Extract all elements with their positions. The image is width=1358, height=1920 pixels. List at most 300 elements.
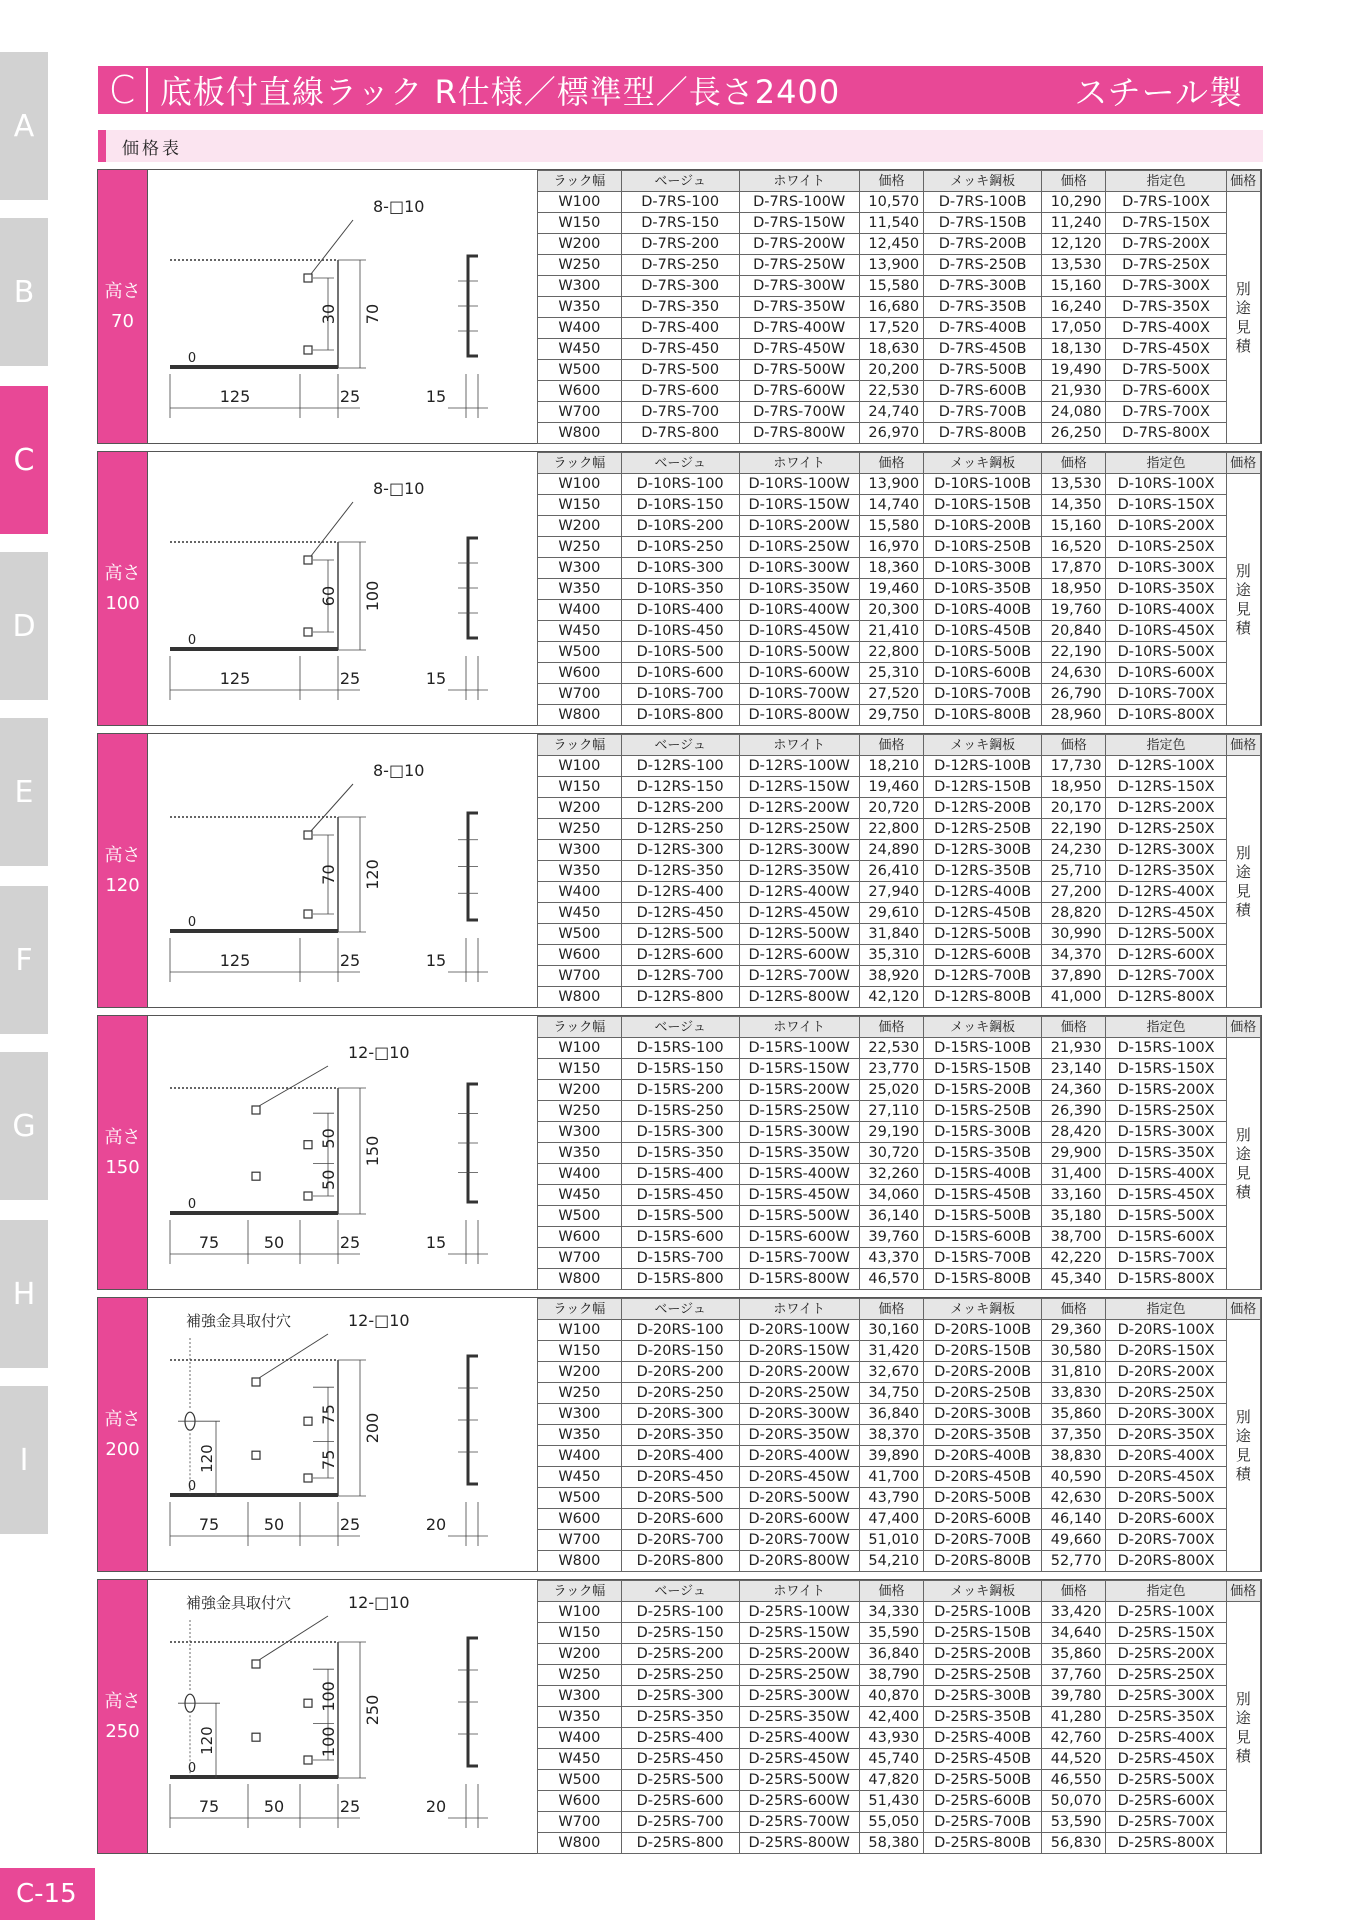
price-cell: 22,800	[859, 642, 923, 663]
plated-model-cell: D-10RS-100B	[924, 474, 1042, 495]
rack-dimension-diagram	[147, 1016, 538, 1289]
white-model-cell: D-12RS-350W	[739, 861, 859, 882]
plated-price-cell: 37,350	[1042, 1425, 1106, 1446]
plated-price-cell: 16,520	[1042, 537, 1106, 558]
rack-width-cell: W150	[538, 495, 622, 516]
column-header: ベージュ	[621, 1299, 739, 1320]
table-row	[538, 819, 1261, 840]
note-text: 別途見積	[1235, 843, 1251, 919]
white-model-cell: D-10RS-600W	[739, 663, 859, 684]
table-row	[538, 1728, 1261, 1749]
column-header: メッキ鋼板	[924, 735, 1042, 756]
custom-color-model-cell: D-7RS-700X	[1106, 402, 1226, 423]
page-title: 底板付直線ラック R仕様／標準型／長さ2400	[160, 73, 841, 111]
table-row	[538, 1812, 1261, 1833]
rack-width-cell: W150	[538, 777, 622, 798]
plated-model-cell: D-15RS-150B	[924, 1059, 1042, 1080]
white-model-cell: D-10RS-300W	[739, 558, 859, 579]
rack-width-cell: W400	[538, 1728, 622, 1749]
plated-model-cell: D-15RS-250B	[924, 1101, 1042, 1122]
plated-price-cell: 31,400	[1042, 1164, 1106, 1185]
height-label-value: 100	[105, 592, 140, 614]
beige-model-cell: D-15RS-600	[621, 1227, 739, 1248]
table-row	[538, 705, 1261, 726]
dimension-side-width: 20	[425, 1797, 447, 1816]
price-cell: 47,820	[859, 1770, 923, 1791]
beige-model-cell: D-25RS-700	[621, 1812, 739, 1833]
mount-hole	[304, 274, 312, 282]
table-row	[538, 1488, 1261, 1509]
rack-dimension-diagram	[147, 1580, 538, 1853]
white-model-cell: D-15RS-150W	[739, 1059, 859, 1080]
column-header: 価格	[1042, 453, 1106, 474]
table-row	[538, 1206, 1261, 1227]
rack-width-cell: W350	[538, 1143, 622, 1164]
rack-width-cell: W250	[538, 1383, 622, 1404]
price-cell: 18,210	[859, 756, 923, 777]
price-table-heading	[98, 130, 1263, 162]
plated-price-cell: 24,360	[1042, 1080, 1106, 1101]
price-cell: 22,800	[859, 819, 923, 840]
column-header: ベージュ	[621, 453, 739, 474]
column-header: 価格	[859, 1581, 923, 1602]
price-cell: 27,940	[859, 882, 923, 903]
beige-model-cell: D-12RS-450	[621, 903, 739, 924]
table-row	[538, 663, 1261, 684]
custom-color-model-cell: D-15RS-150X	[1106, 1059, 1226, 1080]
plated-price-cell: 22,190	[1042, 819, 1106, 840]
beige-model-cell: D-25RS-250	[621, 1665, 739, 1686]
mount-hole	[304, 1192, 312, 1200]
plated-model-cell: D-20RS-400B	[924, 1446, 1042, 1467]
custom-color-model-cell: D-20RS-150X	[1106, 1341, 1226, 1362]
plated-price-cell: 35,180	[1042, 1206, 1106, 1227]
dimension-height: 150	[363, 1135, 382, 1167]
heading-marker	[98, 130, 106, 162]
table-row	[538, 1686, 1261, 1707]
custom-color-model-cell: D-10RS-400X	[1106, 600, 1226, 621]
beige-model-cell: D-15RS-100	[621, 1038, 739, 1059]
beige-model-cell: D-12RS-350	[621, 861, 739, 882]
side-tab-i[interactable]: I	[0, 1386, 48, 1534]
custom-color-model-cell: D-10RS-300X	[1106, 558, 1226, 579]
price-cell: 25,310	[859, 663, 923, 684]
rack-width-cell: W800	[538, 705, 622, 726]
price-cell: 19,460	[859, 579, 923, 600]
column-header: 価格	[1226, 735, 1260, 756]
plated-price-cell: 28,960	[1042, 705, 1106, 726]
rack-width-cell: W600	[538, 945, 622, 966]
table-row	[538, 1341, 1261, 1362]
height-label-value: 150	[105, 1156, 140, 1178]
section-height-100	[97, 451, 1262, 726]
plated-model-cell: D-20RS-800B	[924, 1551, 1042, 1572]
side-tab-d[interactable]: D	[0, 552, 48, 700]
white-model-cell: D-15RS-800W	[739, 1269, 859, 1290]
beige-model-cell: D-20RS-800	[621, 1551, 739, 1572]
rack-width-cell: W100	[538, 1038, 622, 1059]
white-model-cell: D-15RS-700W	[739, 1248, 859, 1269]
rack-width-cell: W400	[538, 1446, 622, 1467]
white-model-cell: D-25RS-150W	[739, 1623, 859, 1644]
rack-dimension-diagram	[147, 1298, 538, 1571]
beige-model-cell: D-12RS-500	[621, 924, 739, 945]
beige-model-cell: D-15RS-150	[621, 1059, 739, 1080]
price-cell: 40,870	[859, 1686, 923, 1707]
white-model-cell: D-12RS-250W	[739, 819, 859, 840]
column-header: 価格	[1042, 1299, 1106, 1320]
table-row	[538, 756, 1261, 777]
price-cell: 54,210	[859, 1551, 923, 1572]
plated-model-cell: D-7RS-300B	[924, 276, 1042, 297]
price-cell: 29,610	[859, 903, 923, 924]
height-label-value: 200	[105, 1438, 140, 1460]
table-header-row	[538, 453, 1261, 474]
rack-width-cell: W350	[538, 579, 622, 600]
column-header: 価格	[859, 453, 923, 474]
height-label	[98, 170, 147, 443]
beige-model-cell: D-20RS-500	[621, 1488, 739, 1509]
plated-model-cell: D-10RS-800B	[924, 705, 1042, 726]
column-header: 指定色	[1106, 735, 1226, 756]
side-tab-c[interactable]: C	[0, 386, 48, 534]
white-model-cell: D-10RS-700W	[739, 684, 859, 705]
dimension-horizontal: 75	[198, 1797, 220, 1816]
white-model-cell: D-20RS-350W	[739, 1425, 859, 1446]
dimension-lower-pitch: 75	[319, 1449, 338, 1470]
height-label	[98, 452, 147, 725]
table-row	[538, 1707, 1261, 1728]
table-row	[538, 318, 1261, 339]
price-cell: 34,750	[859, 1383, 923, 1404]
price-table	[537, 1580, 1261, 1854]
plated-price-cell: 41,280	[1042, 1707, 1106, 1728]
white-model-cell: D-20RS-300W	[739, 1404, 859, 1425]
price-cell: 38,790	[859, 1665, 923, 1686]
baseline-zero-label: 0	[187, 1479, 197, 1494]
custom-color-model-cell: D-10RS-600X	[1106, 663, 1226, 684]
mount-hole	[304, 1417, 312, 1425]
table-row	[538, 1143, 1261, 1164]
beige-model-cell: D-20RS-300	[621, 1404, 739, 1425]
white-model-cell: D-7RS-350W	[739, 297, 859, 318]
rack-width-cell: W150	[538, 213, 622, 234]
mount-hole	[304, 346, 312, 354]
plated-model-cell: D-10RS-350B	[924, 579, 1042, 600]
white-model-cell: D-25RS-100W	[739, 1602, 859, 1623]
plated-model-cell: D-7RS-150B	[924, 213, 1042, 234]
price-cell: 35,310	[859, 945, 923, 966]
custom-color-model-cell: D-20RS-700X	[1106, 1530, 1226, 1551]
side-tab-a[interactable]: A	[0, 52, 48, 200]
plated-price-cell: 37,890	[1042, 966, 1106, 987]
height-label-text: 高さ	[104, 1408, 141, 1430]
price-table-container	[537, 1016, 1261, 1289]
plated-price-cell: 44,520	[1042, 1749, 1106, 1770]
plated-model-cell: D-15RS-300B	[924, 1122, 1042, 1143]
column-header: ラック幅	[538, 1017, 622, 1038]
height-label-value: 250	[105, 1720, 140, 1742]
custom-color-model-cell: D-7RS-350X	[1106, 297, 1226, 318]
price-cell: 22,530	[859, 1038, 923, 1059]
white-model-cell: D-20RS-450W	[739, 1467, 859, 1488]
beige-model-cell: D-10RS-400	[621, 600, 739, 621]
rack-width-cell: W350	[538, 1707, 622, 1728]
plated-model-cell: D-10RS-150B	[924, 495, 1042, 516]
rack-width-cell: W500	[538, 924, 622, 945]
plated-model-cell: D-20RS-700B	[924, 1530, 1042, 1551]
plated-price-cell: 28,420	[1042, 1122, 1106, 1143]
dimension-height: 100	[363, 580, 382, 612]
column-header: ベージュ	[621, 735, 739, 756]
plated-price-cell: 22,190	[1042, 642, 1106, 663]
rack-width-cell: W100	[538, 192, 622, 213]
rack-width-cell: W450	[538, 1467, 622, 1488]
plated-model-cell: D-25RS-600B	[924, 1791, 1042, 1812]
plated-price-cell: 30,990	[1042, 924, 1106, 945]
custom-color-model-cell: D-15RS-400X	[1106, 1164, 1226, 1185]
table-row	[538, 1770, 1261, 1791]
rack-width-cell: W700	[538, 684, 622, 705]
beige-model-cell: D-25RS-100	[621, 1602, 739, 1623]
white-model-cell: D-12RS-450W	[739, 903, 859, 924]
column-header: 価格	[1042, 735, 1106, 756]
baseline-zero-label: 0	[187, 1761, 197, 1776]
rack-width-cell: W500	[538, 642, 622, 663]
column-header: 価格	[859, 1017, 923, 1038]
reinforcement-hole-label: 補強金具取付穴	[186, 1594, 292, 1612]
table-row	[538, 1749, 1261, 1770]
plated-model-cell: D-12RS-500B	[924, 924, 1042, 945]
column-header: 価格	[859, 735, 923, 756]
white-model-cell: D-10RS-800W	[739, 705, 859, 726]
plated-model-cell: D-12RS-700B	[924, 966, 1042, 987]
price-table-title: 価格表	[122, 138, 182, 159]
column-header: 価格	[1226, 1299, 1260, 1320]
white-model-cell: D-7RS-100W	[739, 192, 859, 213]
column-header: ベージュ	[621, 1017, 739, 1038]
price-cell: 12,450	[859, 234, 923, 255]
price-cell: 15,580	[859, 276, 923, 297]
plated-model-cell: D-10RS-300B	[924, 558, 1042, 579]
column-header: 価格	[859, 171, 923, 192]
table-row	[538, 1530, 1261, 1551]
custom-color-model-cell: D-10RS-700X	[1106, 684, 1226, 705]
custom-color-model-cell: D-7RS-150X	[1106, 213, 1226, 234]
plated-price-cell: 14,350	[1042, 495, 1106, 516]
rack-width-cell: W600	[538, 1227, 622, 1248]
plated-price-cell: 24,630	[1042, 663, 1106, 684]
side-tab-e[interactable]: E	[0, 718, 48, 866]
plated-price-cell: 46,550	[1042, 1770, 1106, 1791]
mount-hole	[304, 1699, 312, 1707]
plated-model-cell: D-20RS-100B	[924, 1320, 1042, 1341]
price-cell: 32,670	[859, 1362, 923, 1383]
rack-width-cell: W700	[538, 1530, 622, 1551]
plated-price-cell: 33,830	[1042, 1383, 1106, 1404]
custom-color-model-cell: D-25RS-600X	[1106, 1791, 1226, 1812]
rack-width-cell: W700	[538, 402, 622, 423]
side-tab-f[interactable]: F	[0, 886, 48, 1034]
material-label: スチール製	[1074, 72, 1243, 112]
plated-price-cell: 34,370	[1042, 945, 1106, 966]
table-row	[538, 1227, 1261, 1248]
plated-price-cell: 26,790	[1042, 684, 1106, 705]
table-header-row	[538, 1581, 1261, 1602]
beige-model-cell: D-25RS-150	[621, 1623, 739, 1644]
plated-model-cell: D-12RS-400B	[924, 882, 1042, 903]
white-model-cell: D-7RS-150W	[739, 213, 859, 234]
custom-color-model-cell: D-15RS-350X	[1106, 1143, 1226, 1164]
plated-price-cell: 29,360	[1042, 1320, 1106, 1341]
table-row	[538, 1665, 1261, 1686]
beige-model-cell: D-20RS-250	[621, 1383, 739, 1404]
price-cell: 11,540	[859, 213, 923, 234]
plated-model-cell: D-12RS-600B	[924, 945, 1042, 966]
table-row	[538, 192, 1261, 213]
dimension-side-width: 15	[425, 387, 447, 406]
custom-color-model-cell: D-12RS-150X	[1106, 777, 1226, 798]
plated-model-cell: D-7RS-500B	[924, 360, 1042, 381]
price-cell: 17,520	[859, 318, 923, 339]
beige-model-cell: D-7RS-300	[621, 276, 739, 297]
hole-spec-label: 12-□10	[348, 1311, 410, 1330]
plated-price-cell: 31,810	[1042, 1362, 1106, 1383]
custom-color-model-cell: D-20RS-350X	[1106, 1425, 1226, 1446]
price-cell: 38,920	[859, 966, 923, 987]
white-model-cell: D-12RS-800W	[739, 987, 859, 1008]
dimension-height: 200	[363, 1412, 382, 1444]
table-row	[538, 339, 1261, 360]
side-tab-g[interactable]: G	[0, 1052, 48, 1200]
beige-model-cell: D-20RS-400	[621, 1446, 739, 1467]
beige-model-cell: D-15RS-250	[621, 1101, 739, 1122]
custom-color-price-note	[1226, 756, 1260, 1008]
rack-width-cell: W300	[538, 1404, 622, 1425]
rack-width-cell: W800	[538, 423, 622, 444]
white-model-cell: D-20RS-700W	[739, 1530, 859, 1551]
table-row	[538, 579, 1261, 600]
table-row	[538, 558, 1261, 579]
white-model-cell: D-25RS-450W	[739, 1749, 859, 1770]
plated-model-cell: D-20RS-200B	[924, 1362, 1042, 1383]
plated-model-cell: D-25RS-350B	[924, 1707, 1042, 1728]
rack-width-cell: W300	[538, 840, 622, 861]
table-row	[538, 903, 1261, 924]
rack-width-cell: W300	[538, 276, 622, 297]
plated-model-cell: D-25RS-300B	[924, 1686, 1042, 1707]
white-model-cell: D-15RS-350W	[739, 1143, 859, 1164]
rack-dimension-diagram	[147, 170, 538, 443]
price-cell: 39,890	[859, 1446, 923, 1467]
beige-model-cell: D-15RS-400	[621, 1164, 739, 1185]
white-model-cell: D-15RS-200W	[739, 1080, 859, 1101]
side-tab-h[interactable]: H	[0, 1220, 48, 1368]
plated-model-cell: D-20RS-500B	[924, 1488, 1042, 1509]
price-cell: 51,430	[859, 1791, 923, 1812]
plated-price-cell: 26,250	[1042, 423, 1106, 444]
table-row	[538, 1320, 1261, 1341]
custom-color-price-note	[1226, 1038, 1260, 1290]
section-height-120	[97, 733, 1262, 1008]
price-cell: 20,200	[859, 360, 923, 381]
plated-price-cell: 18,950	[1042, 579, 1106, 600]
column-header: 価格	[1042, 171, 1106, 192]
plated-model-cell: D-25RS-200B	[924, 1644, 1042, 1665]
side-tab-b[interactable]: B	[0, 218, 48, 366]
dimension-side-width: 15	[425, 669, 447, 688]
custom-color-model-cell: D-12RS-500X	[1106, 924, 1226, 945]
beige-model-cell: D-12RS-100	[621, 756, 739, 777]
column-header: 指定色	[1106, 171, 1226, 192]
white-model-cell: D-7RS-450W	[739, 339, 859, 360]
beige-model-cell: D-7RS-350	[621, 297, 739, 318]
mount-hole	[304, 628, 312, 636]
beige-model-cell: D-10RS-150	[621, 495, 739, 516]
height-label	[98, 734, 147, 1007]
plated-price-cell: 33,160	[1042, 1185, 1106, 1206]
plated-price-cell: 28,820	[1042, 903, 1106, 924]
dimension-horizontal: 25	[339, 1515, 361, 1534]
plated-model-cell: D-25RS-700B	[924, 1812, 1042, 1833]
white-model-cell: D-10RS-150W	[739, 495, 859, 516]
custom-color-model-cell: D-20RS-200X	[1106, 1362, 1226, 1383]
rack-width-cell: W600	[538, 1791, 622, 1812]
column-header: ホワイト	[739, 171, 859, 192]
section-height-70	[97, 169, 1262, 444]
custom-color-model-cell: D-10RS-250X	[1106, 537, 1226, 558]
beige-model-cell: D-20RS-600	[621, 1509, 739, 1530]
plated-model-cell: D-15RS-600B	[924, 1227, 1042, 1248]
white-model-cell: D-15RS-300W	[739, 1122, 859, 1143]
mount-hole	[252, 1733, 260, 1741]
dimension-horizontal: 75	[198, 1515, 220, 1534]
dimension-horizontal: 25	[339, 951, 361, 970]
price-table	[537, 170, 1261, 444]
price-cell: 51,010	[859, 1530, 923, 1551]
plated-price-cell: 33,420	[1042, 1602, 1106, 1623]
table-header-row	[538, 171, 1261, 192]
custom-color-model-cell: D-10RS-350X	[1106, 579, 1226, 600]
dimension-height: 70	[363, 303, 382, 325]
plated-model-cell: D-7RS-700B	[924, 402, 1042, 423]
beige-model-cell: D-7RS-600	[621, 381, 739, 402]
column-header: 価格	[1226, 171, 1260, 192]
custom-color-model-cell: D-15RS-800X	[1106, 1269, 1226, 1290]
custom-color-model-cell: D-15RS-450X	[1106, 1185, 1226, 1206]
beige-model-cell: D-10RS-100	[621, 474, 739, 495]
mount-hole	[252, 1106, 260, 1114]
height-label-text: 高さ	[104, 1690, 141, 1712]
white-model-cell: D-7RS-800W	[739, 423, 859, 444]
column-header: ホワイト	[739, 453, 859, 474]
baseline-zero-label: 0	[187, 633, 197, 648]
height-label-text: 高さ	[104, 844, 141, 866]
custom-color-model-cell: D-15RS-200X	[1106, 1080, 1226, 1101]
custom-color-model-cell: D-7RS-400X	[1106, 318, 1226, 339]
table-row	[538, 861, 1261, 882]
rack-width-cell: W800	[538, 1833, 622, 1854]
dimension-side-width: 15	[425, 951, 447, 970]
height-label	[98, 1298, 147, 1571]
rack-width-cell: W700	[538, 1248, 622, 1269]
rack-width-cell: W150	[538, 1059, 622, 1080]
rack-width-cell: W600	[538, 381, 622, 402]
price-cell: 43,370	[859, 1248, 923, 1269]
rack-diagram-svg	[148, 734, 538, 1007]
column-header: メッキ鋼板	[924, 1017, 1042, 1038]
dimension-horizontal: 125	[219, 387, 251, 406]
